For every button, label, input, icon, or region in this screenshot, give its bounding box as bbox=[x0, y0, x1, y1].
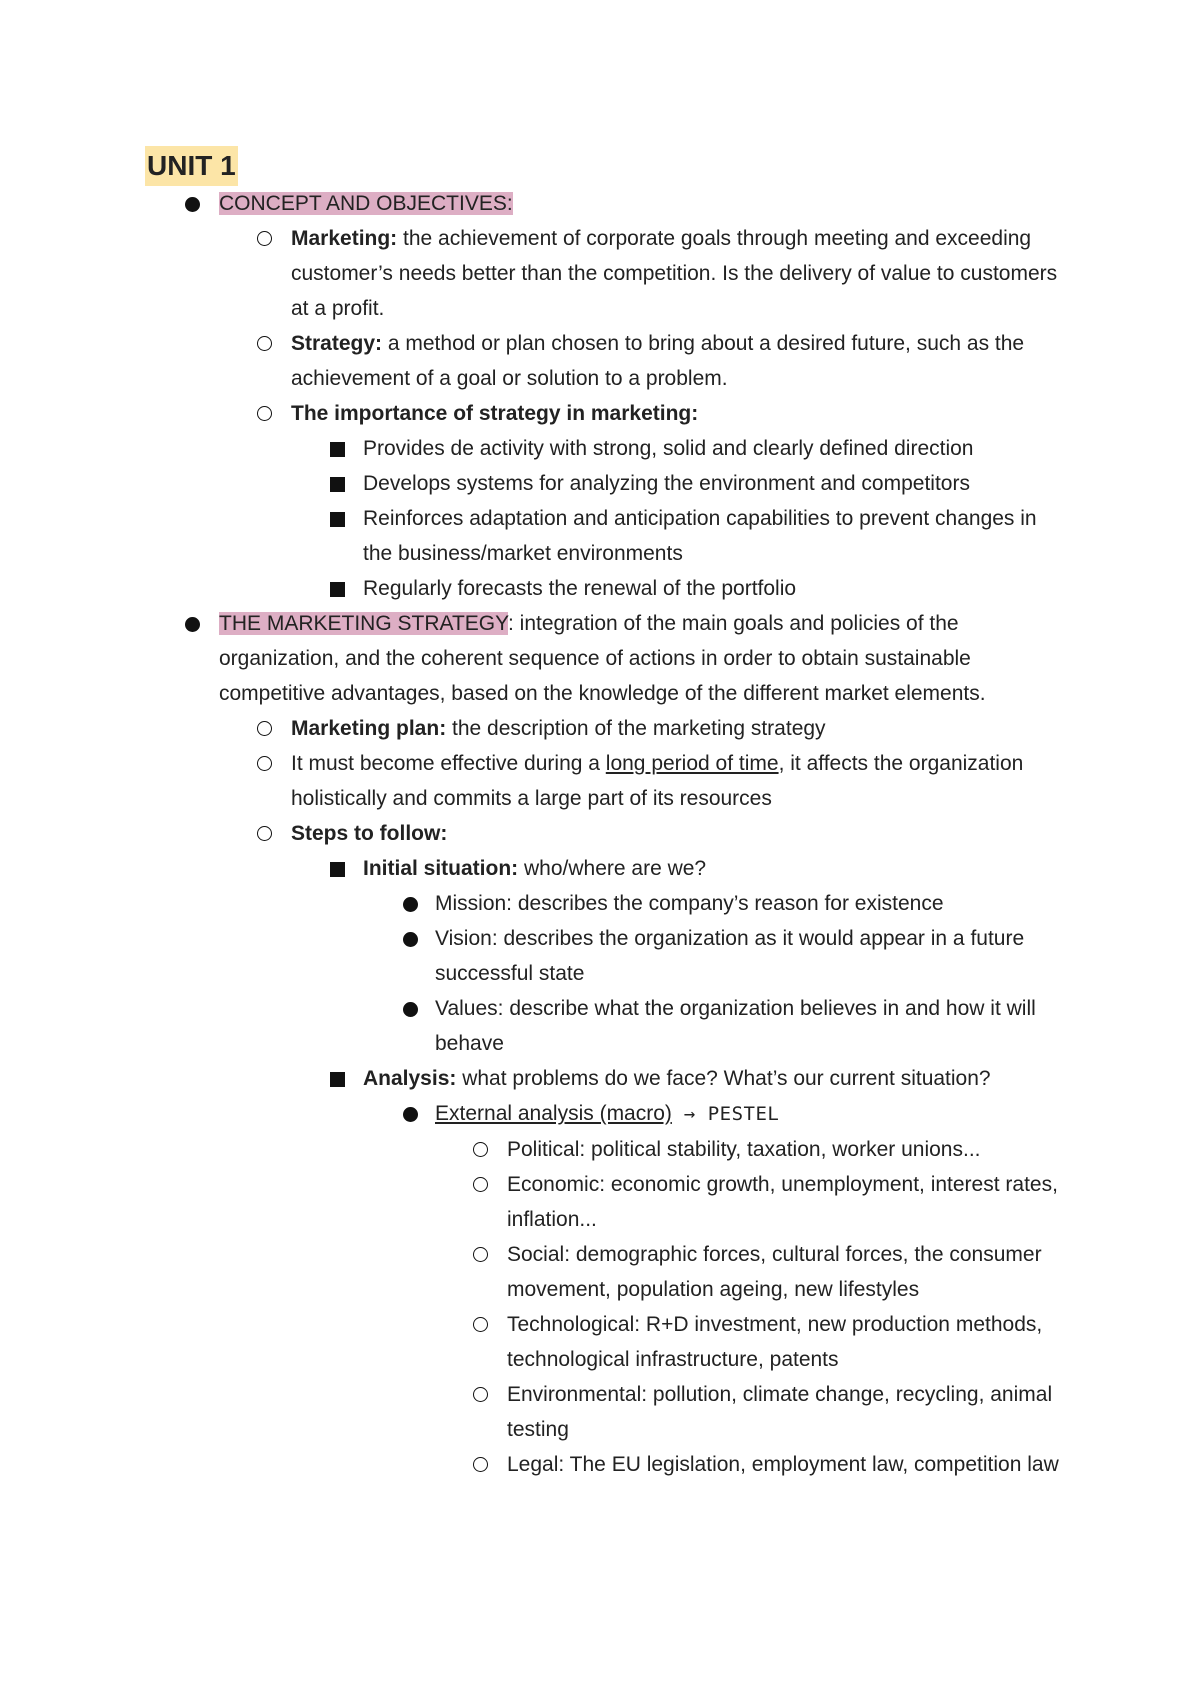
plan-definition: the description of the marketing strategy bbox=[446, 717, 826, 740]
strategy-sublist bbox=[219, 711, 1070, 1482]
disc-bullet-icon bbox=[185, 617, 200, 632]
square-bullet-icon bbox=[330, 862, 345, 877]
list-item-analysis bbox=[291, 1061, 1070, 1482]
circle-bullet-icon bbox=[257, 756, 272, 771]
steps-sublist bbox=[291, 851, 1070, 1482]
square-bullet-icon bbox=[330, 582, 345, 597]
list-item-marketing-strategy bbox=[145, 606, 1070, 1482]
marketing-strategy-definition: : integration of the main goals and policies of the organization, and the coherent sequence of actions in order to obtain sustainable competitive advantages, based on the knowledge of the different market elements. bbox=[219, 612, 986, 705]
initial-item-text: Values: describe what the organization believes in and how it will behave bbox=[435, 997, 1036, 1055]
concept-sublist bbox=[219, 221, 1070, 606]
list-item bbox=[363, 921, 1070, 991]
list-item-marketing bbox=[219, 221, 1070, 326]
list-item bbox=[291, 501, 1070, 571]
initial-sublist bbox=[363, 886, 1070, 1061]
external-analysis-label: External analysis (macro) bbox=[435, 1102, 672, 1125]
list-item-external-analysis bbox=[363, 1096, 1070, 1482]
list-item bbox=[363, 886, 1070, 921]
importance-item-text: Reinforces adaptation and anticipation capabilities to prevent changes in the business/market environments bbox=[363, 507, 1037, 565]
pestel-item-text: Technological: R+D investment, new production methods, technological infrastructure, patents bbox=[507, 1313, 1043, 1371]
circle-bullet-icon bbox=[257, 826, 272, 841]
list-item-effective bbox=[219, 746, 1070, 816]
circle-bullet-icon bbox=[473, 1457, 488, 1472]
concept-heading: CONCEPT AND OBJECTIVES: bbox=[219, 192, 513, 215]
marketing-strategy-heading: THE MARKETING STRATEGY bbox=[219, 612, 508, 635]
circle-bullet-icon bbox=[257, 721, 272, 736]
initial-item-text: Mission: describes the company’s reason for existence bbox=[435, 892, 944, 915]
plan-term: Marketing plan: bbox=[291, 717, 447, 740]
effective-text-pre: It must become effective during a bbox=[291, 752, 606, 775]
circle-bullet-icon bbox=[473, 1387, 488, 1402]
list-item bbox=[435, 1167, 1070, 1237]
pestel-item-text: Political: political stability, taxation, worker unions... bbox=[507, 1138, 981, 1161]
pestel-arrow-label: → PESTEL bbox=[671, 1103, 780, 1125]
list-item-initial-situation bbox=[291, 851, 1070, 1061]
importance-heading: The importance of strategy in marketing: bbox=[291, 402, 699, 425]
pestel-item-text: Legal: The EU legislation, employment law, competition law bbox=[507, 1453, 1059, 1476]
strategy-term: Strategy: bbox=[291, 332, 383, 355]
list-item bbox=[291, 466, 1070, 501]
top-level-list bbox=[145, 186, 1070, 1482]
circle-bullet-icon bbox=[257, 336, 272, 351]
strategy-definition: a method or plan chosen to bring about a desired future, such as the achievement of a goal or solution to a problem. bbox=[291, 332, 1025, 390]
list-item-strategy bbox=[219, 326, 1070, 396]
disc-bullet-icon bbox=[403, 932, 418, 947]
pestel-item-text: Economic: economic growth, unemployment, interest rates, inflation... bbox=[507, 1173, 1058, 1231]
marketing-term: Marketing: bbox=[291, 227, 398, 250]
importance-item-text: Regularly forecasts the renewal of the portfolio bbox=[363, 577, 797, 600]
list-item-importance bbox=[219, 396, 1070, 606]
list-item bbox=[291, 571, 1070, 606]
disc-bullet-icon bbox=[403, 1002, 418, 1017]
square-bullet-icon bbox=[330, 512, 345, 527]
circle-bullet-icon bbox=[257, 231, 272, 246]
unit-title: UNIT 1 bbox=[145, 146, 238, 186]
square-bullet-icon bbox=[330, 442, 345, 457]
square-bullet-icon bbox=[330, 477, 345, 492]
square-bullet-icon bbox=[330, 1072, 345, 1087]
initial-item-text: Vision: describes the organization as it would appear in a future successful state bbox=[435, 927, 1025, 985]
circle-bullet-icon bbox=[257, 406, 272, 421]
pestel-item-text: Environmental: pollution, climate change, recycling, animal testing bbox=[507, 1383, 1053, 1441]
disc-bullet-icon bbox=[403, 1107, 418, 1122]
disc-bullet-icon bbox=[185, 197, 200, 212]
list-item-steps bbox=[219, 816, 1070, 1482]
list-item bbox=[363, 991, 1070, 1061]
circle-bullet-icon bbox=[473, 1317, 488, 1332]
list-item bbox=[435, 1307, 1070, 1377]
list-item bbox=[435, 1237, 1070, 1307]
effective-underlined-text: long period of time bbox=[605, 752, 779, 775]
list-item-marketing-plan bbox=[219, 711, 1070, 746]
analysis-definition: what problems do we face? What’s our current situation? bbox=[456, 1067, 991, 1090]
pestel-sublist bbox=[435, 1132, 1070, 1482]
list-item bbox=[435, 1132, 1070, 1167]
initial-definition: who/where are we? bbox=[518, 857, 707, 880]
document-body bbox=[145, 146, 1070, 1482]
steps-heading: Steps to follow: bbox=[291, 822, 448, 845]
list-item bbox=[291, 431, 1070, 466]
importance-item-text: Develops systems for analyzing the environment and competitors bbox=[363, 472, 970, 495]
effective-text-post: , it affects the organization holistically and commits a large part of its resources bbox=[291, 752, 1024, 810]
circle-bullet-icon bbox=[473, 1247, 488, 1262]
pestel-item-text: Social: demographic forces, cultural forces, the consumer movement, population ageing, new lifestyles bbox=[507, 1243, 1042, 1301]
importance-sublist bbox=[291, 431, 1070, 606]
analysis-sublist bbox=[363, 1096, 1070, 1482]
disc-bullet-icon bbox=[403, 897, 418, 912]
list-item-concept bbox=[145, 186, 1070, 606]
list-item bbox=[435, 1377, 1070, 1447]
initial-term: Initial situation: bbox=[363, 857, 519, 880]
importance-item-text: Provides de activity with strong, solid and clearly defined direction bbox=[363, 437, 974, 460]
circle-bullet-icon bbox=[473, 1177, 488, 1192]
analysis-term: Analysis: bbox=[363, 1067, 457, 1090]
marketing-definition: the achievement of corporate goals through meeting and exceeding customer’s needs better than the competition. Is the delivery of value to customers at a profit. bbox=[291, 227, 1058, 320]
list-item bbox=[435, 1447, 1070, 1482]
circle-bullet-icon bbox=[473, 1142, 488, 1157]
